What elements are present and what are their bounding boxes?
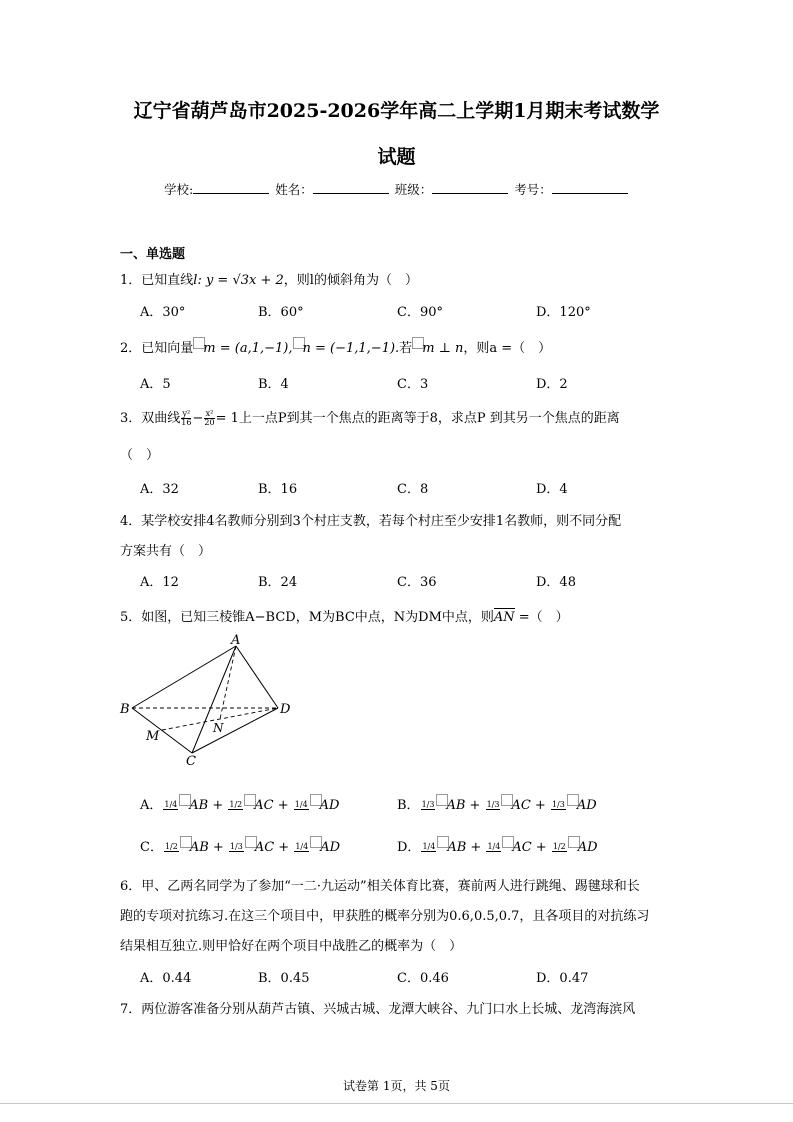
- question-3: [120, 407, 620, 427]
- label-a: A: [231, 633, 241, 648]
- q6-option-b[interactable]: B．0.45: [258, 971, 310, 986]
- coef-2: 1/3: [229, 842, 243, 851]
- label-b: B: [120, 702, 130, 717]
- q6-line2: 跑的专项对抗练习.在这三个项目中，甲获胜的概率分别为0.6,0.5,0.7，且各项目的对抗练习: [120, 909, 650, 924]
- q2-stem-a: 2．已知向量: [120, 341, 194, 356]
- q6-option-c[interactable]: C．0.46: [397, 971, 449, 986]
- exam-title-line1: 辽宁省葫芦岛市2025-2026学年高二上学期1月期末考试数学: [133, 100, 660, 122]
- q2-stem-c: ，则a =（ ）: [463, 341, 552, 356]
- q5-stem-a: 5．如图，已知三棱锥A−BCD，M为BC中点，N为DM中点，则: [120, 610, 494, 625]
- q5-option-c[interactable]: C． 1/2 AB + 1/3 AC + 1/4 AD: [140, 836, 340, 855]
- page-footer: 试卷第 1页，共 5页: [343, 1079, 450, 1093]
- q4-option-c[interactable]: C．36: [397, 575, 437, 590]
- label-m: M: [146, 729, 160, 744]
- coef-1: 1/4: [164, 800, 178, 809]
- question-2: [120, 337, 551, 356]
- class-label: 班级：: [394, 182, 433, 197]
- q5-vector-an: AN: [493, 610, 515, 625]
- q1-option-a[interactable]: A．30°: [140, 305, 186, 320]
- coef-2: 1/3: [486, 800, 500, 809]
- edge-bc: [132, 708, 192, 753]
- q3-option-c[interactable]: C．8: [397, 482, 429, 497]
- school-blank[interactable]: [193, 181, 269, 194]
- edge-ac: [192, 646, 236, 753]
- coef-1: 1/3: [421, 800, 435, 809]
- q4-option-d[interactable]: D．48: [536, 575, 576, 590]
- q3-eq: = 1: [215, 411, 239, 426]
- q5-stem-b: =（ ）: [514, 610, 569, 625]
- q1-stem-b: ，则l的倾斜角为（ ）: [283, 273, 418, 288]
- name-label: 姓名：: [275, 182, 313, 197]
- question-5: [120, 606, 569, 625]
- coef-3: 1/4: [295, 842, 309, 851]
- coef-3: 1/2: [552, 842, 566, 851]
- q4-option-b[interactable]: B．24: [258, 575, 298, 590]
- q6-line1: 6．甲、乙两名同学为了参加“一二·九运动”相关体育比赛，赛前两人进行跳绳、踢毽球和长: [120, 879, 640, 894]
- edge-cd: [192, 708, 278, 753]
- q2-option-b[interactable]: B．4: [258, 377, 289, 392]
- q3-fraction-x: $\frac{\text{x²}}{20}$: [204, 409, 215, 427]
- q3-option-a[interactable]: A．32: [140, 482, 179, 497]
- class-blank[interactable]: [432, 181, 508, 194]
- label-c: C: [186, 754, 196, 769]
- q2-option-c[interactable]: C．3: [397, 377, 429, 392]
- coef-1: 1/4: [422, 842, 436, 851]
- q3-stem-c: （ ）: [120, 448, 160, 463]
- q3-minus: −: [192, 411, 204, 426]
- exam-no-blank[interactable]: [552, 181, 628, 194]
- q5-option-b[interactable]: B． 1/3 AB + 1/3 AC + 1/3 AD: [397, 794, 597, 813]
- student-info-line: [164, 180, 630, 198]
- question-1: [120, 269, 418, 288]
- q3-stem-a: 3．双曲线: [120, 411, 181, 426]
- coef-3: 1/3: [551, 800, 565, 809]
- exam-no-label: 考号：: [514, 182, 552, 197]
- edge-ad: [236, 646, 278, 708]
- q6-line3: 结果相互独立.则甲恰好在两个项目中战胜乙的概率为（ ）: [120, 939, 463, 954]
- exam-title-line2: 试题: [377, 146, 416, 168]
- q4-option-a[interactable]: A．12: [140, 575, 179, 590]
- q3-option-b[interactable]: B．16: [258, 482, 298, 497]
- q2-math-perp: m ⊥ n: [422, 341, 464, 356]
- q5-option-a[interactable]: A． 1/4 AB + 1/2 AC + 1/4 AD: [140, 794, 339, 813]
- q1-math: l: y = √3x + 2: [193, 273, 284, 288]
- q1-option-b[interactable]: B．60°: [258, 305, 304, 320]
- pyramid-figure: [112, 632, 302, 772]
- q2-math-m: m = (a,1,−1),: [203, 341, 293, 356]
- coef-2: 1/4: [487, 842, 501, 851]
- q4-stem-b: 方案共有（ ）: [120, 544, 212, 559]
- q1-stem-a: 1．已知直线: [120, 273, 194, 288]
- section-heading: 一、单选题: [120, 247, 186, 262]
- label-d: D: [280, 702, 291, 717]
- q2-option-d[interactable]: D．2: [536, 377, 568, 392]
- q4-stem-a: 4．某学校安排4名教师分别到3个村庄支教，若每个村庄至少安排1名教师，则不同分配: [120, 514, 622, 529]
- q2-option-a[interactable]: A．5: [140, 377, 171, 392]
- q2-math-n: n = (−1,1,−1).: [302, 341, 400, 356]
- q6-option-a[interactable]: A．0.44: [140, 971, 192, 986]
- edge-ab: [132, 646, 236, 708]
- q7-line1: 7．两位游客准备分别从葫芦古镇、兴城古城、龙潭大峡谷、九门口水上长城、龙湾海滨风: [120, 1002, 636, 1017]
- coef-3: 1/4: [294, 800, 308, 809]
- q3-fraction-y: $\frac{\text{y²}}{16}$: [181, 409, 192, 427]
- coef-2: 1/2: [229, 800, 243, 809]
- q1-option-d[interactable]: D．120°: [536, 305, 591, 320]
- q5-option-d[interactable]: D． 1/4 AB + 1/4 AC + 1/2 AD: [397, 836, 598, 855]
- bottom-divider: [0, 1103, 793, 1104]
- label-n: N: [213, 721, 224, 735]
- school-label: 学校:: [164, 182, 194, 197]
- q6-option-d[interactable]: D．0.47: [536, 971, 589, 986]
- q2-stem-b: 若: [399, 341, 413, 356]
- name-blank[interactable]: [313, 181, 389, 194]
- q3-option-d[interactable]: D．4: [536, 482, 568, 497]
- q1-option-c[interactable]: C．90°: [397, 305, 443, 320]
- coef-1: 1/2: [164, 842, 178, 851]
- q3-stem-b: 上一点P到其一个焦点的距离等于8，求点P 到其另一个焦点的距离: [238, 411, 620, 426]
